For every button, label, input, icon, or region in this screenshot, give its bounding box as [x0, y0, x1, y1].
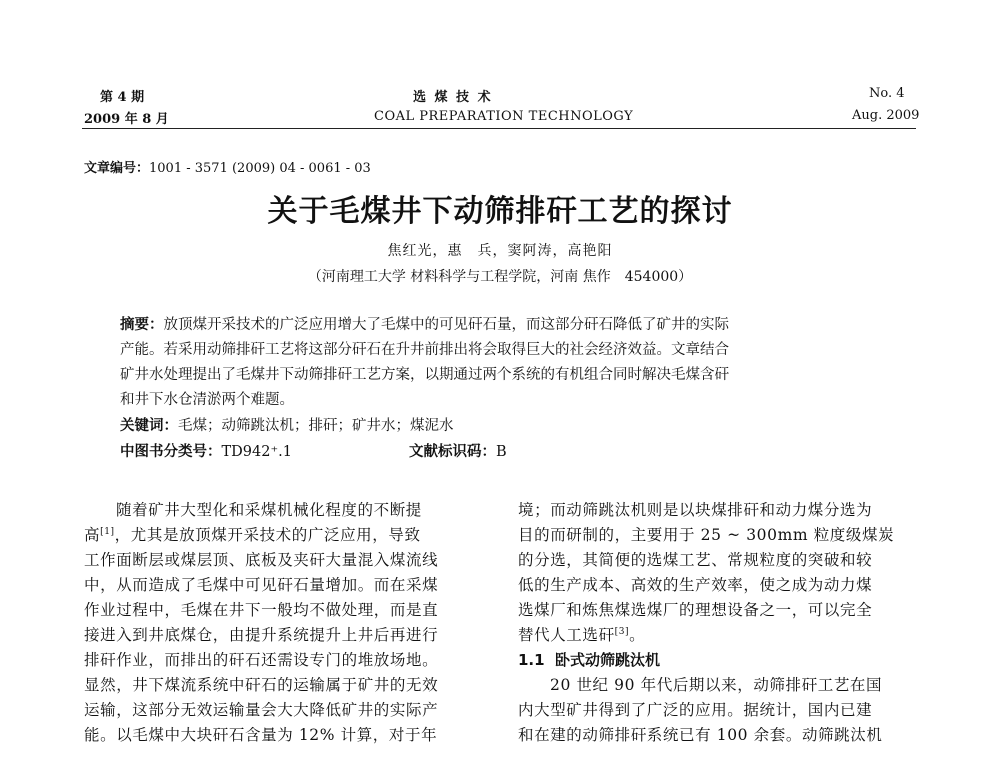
issue-no-en: No. 4 — [869, 86, 905, 101]
affiliation: （河南理工大学 材料科学与工程学院，河南 焦作 454000） — [307, 269, 693, 285]
article-id-value: 1001 - 3571 (2009) 04 - 0061 - 03 — [149, 161, 371, 176]
abstract-text: 放顶煤开采技术的广泛应用增大了毛煤中的可见矸石量，而这部分矸石降低了矿井的实际 — [163, 317, 729, 333]
abstract-label: 摘要： — [120, 317, 164, 333]
right-col-line: 替代人工选矸[3]。 — [518, 626, 646, 644]
right-col-line: 低的生产成本、高效的生产效率，使之成为动力煤 — [518, 576, 873, 594]
issue-date-en: Aug. 2009 — [852, 108, 920, 123]
right-col-line: 和在建的动筛排矸系统已有 100 余套。动筛跳汰机 — [518, 726, 883, 744]
right-col-line: 目的而研制的，主要用于 25 ~ 300mm 粒度级煤炭 — [518, 526, 895, 544]
left-col-text: 高[1]，尤其是放顶煤开采技术的广泛应用，导致 — [84, 526, 421, 544]
section-heading — [518, 649, 660, 670]
classification — [120, 440, 292, 461]
keywords — [120, 414, 454, 435]
right-col-line: 选煤厂和炼焦煤选煤厂的理想设备之一，可以完全 — [518, 601, 873, 619]
abstract-line-1 — [120, 313, 729, 334]
left-col-line: 作业过程中，毛煤在井下一般均不做处理，而是直 — [84, 601, 439, 619]
left-col-line: 随着矿井大型化和采煤机械化程度的不断提 — [116, 501, 422, 519]
left-col-line: 排矸作业，而排出的矸石还需设专门的堆放场地。 — [84, 651, 439, 669]
left-col-line: 运输，这部分无效运输量会大大降低矿井的实际产 — [84, 701, 439, 719]
right-col-line: 境；而动筛跳汰机则是以块煤排矸和动力煤分选为 — [518, 501, 873, 519]
keywords-value: 毛煤；动筛跳汰机；排矸；矿井水；煤泥水 — [178, 418, 454, 434]
classification-value: TD942⁺.1 — [221, 444, 292, 460]
right-col-line: 的分选，其简便的选煤工艺、常规粒度的突破和较 — [518, 551, 873, 569]
classification-label: 中图书分类号： — [120, 444, 222, 460]
keywords-label: 关键词： — [120, 418, 178, 434]
issue-date: 2009 年 8 月 — [84, 112, 169, 127]
left-col-line: 接进入到井底煤仓，由提升系统提升上井后再进行 — [84, 626, 439, 644]
abstract-line-3: 矿井水处理提出了毛煤井下动筛排矸工艺方案，以期通过两个系统的有机组合同时解决毛煤含矸 — [120, 367, 729, 383]
reference-marker[interactable]: [1] — [100, 526, 115, 537]
header-rule — [82, 128, 916, 129]
paper-title: 关于毛煤井下动筛排矸工艺的探讨 — [267, 194, 733, 229]
right-col-line: 内大型矿井得到了广泛的应用。据统计，国内已建 — [518, 701, 873, 719]
document-code-label: 文献标识码： — [409, 444, 496, 460]
left-col-line: 中，从而造成了毛煤中可见矸石量增加。而在采煤 — [84, 576, 439, 594]
left-col-line: 显然，井下煤流系统中矸石的运输属于矿井的无效 — [84, 676, 439, 694]
document-code-value: B — [496, 444, 507, 460]
left-col-line — [84, 523, 421, 545]
article-id-label: 文章编号： — [84, 161, 150, 176]
article-id — [84, 157, 371, 176]
authors: 焦红光，惠 兵，窦阿涛，高艳阳 — [387, 243, 613, 259]
document-code — [409, 440, 507, 461]
section-number: 1.1 — [518, 651, 545, 669]
reference-marker[interactable]: [3] — [614, 626, 630, 637]
journal-name-cn: 选 煤 技 术 — [413, 90, 493, 105]
abstract-line-2: 产能。若采用动筛排矸工艺将这部分矸石在升井前排出将会取得巨大的社会经济效益。文章结合 — [120, 342, 729, 358]
left-col-line: 能。以毛煤中大块矸石含量为 12% 计算，对于年 — [84, 726, 438, 744]
section-title: 卧式动筛跳汰机 — [555, 651, 661, 669]
left-col-line: 工作面断层或煤层顶、底板及夹矸大量混入煤流线 — [84, 551, 439, 569]
journal-name-en: COAL PREPARATION TECHNOLOGY — [374, 109, 634, 124]
abstract-line-4: 和井下水仓清淤两个难题。 — [120, 392, 294, 408]
issue-number: 第 4 期 — [100, 90, 145, 105]
right-col-line: 20 世纪 90 年代后期以来，动筛排矸工艺在国 — [550, 676, 883, 694]
